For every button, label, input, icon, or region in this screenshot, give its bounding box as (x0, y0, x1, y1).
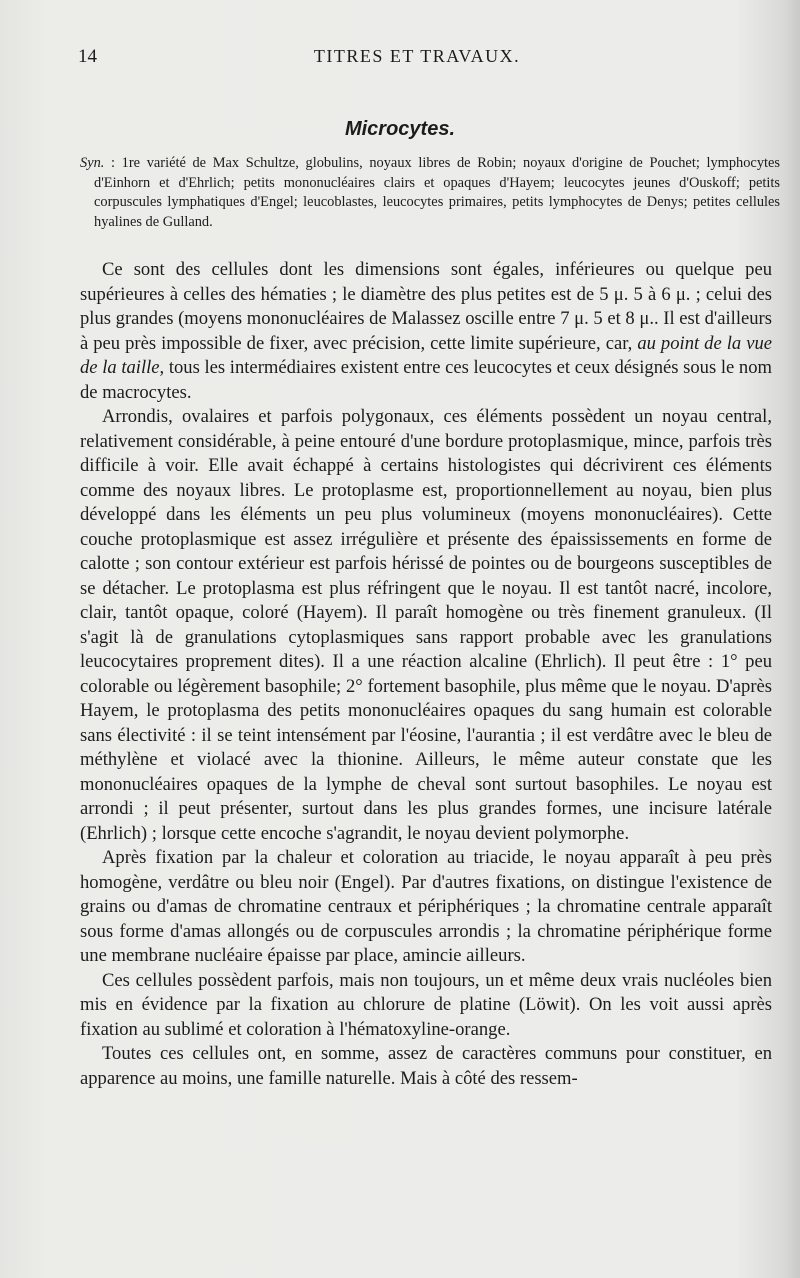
paragraph-2: Arrondis, ovalaires et parfois polygonaux, ces éléments possèdent un noyau central, relativement considérable, à peine entouré d'une bordure protoplasmique, mince, parfois très difficile à voir. Elle avait échappé à certains histologistes qui décrivirent ces éléments comme des noyaux libres. Le protoplasme est, proportionnellement au noyau, bien plus développé dans les éléments un peu plus volumineux (moyens mononucléaires). Cette couche protoplasmique est assez irrégulière et présente des épaississements en forme de calotte ; son contour extérieur est parfois hérissé de pointes ou de bourgeons susceptibles de se détacher. Le protoplasma est plus réfringent que le noyau. Il est tantôt nacré, incolore, clair, tantôt opaque, coloré (Hayem). Il paraît homogène ou très finement granuleux. (Il s'agit là de granulations cytoplasmiques sans rapport probable avec les granulations leucocytaires proprement dites). Il a une réaction alcaline (Ehrlich). Il peut être : 1° peu colorable ou légèrement basophile; 2° fortement basophile, plus même que le noyau. D'après Hayem, le protoplasma des petits mononucléaires opaques du sang humain est colorable sans électivité : il se teint intensément par l'éosine, l'aurantia ; il est verdâtre avec le bleu de méthylène et violacé avec la thionine. Ailleurs, le même auteur constate que les mononucléaires opaques de la lymphe de cheval sont surtout basophiles. Le noyau est arrondi ; il peut présenter, surtout dans les plus grandes formes, une incisure latérale (Ehrlich) ; lorsque cette encoche s'agrandit, le noyau devient polymorphe. (80, 406, 772, 844)
section-title: Microcytes. (344, 118, 456, 140)
page-header (78, 46, 756, 72)
body-text (80, 258, 772, 1091)
running-head: TITRES ET TRAVAUX. (313, 46, 521, 66)
synonyms-label: Syn. (80, 155, 105, 171)
synonyms-text: : 1re variété de Max Schultze, globulins, noyaux libres de Robin; noyaux d'origine de Pouchet; lymphocytes d'Einhorn et d'Ehrlich; petits mononucléaires clairs et opaques d'Hayem; leucocytes jeunes d'Ouskoff; petits corpuscules lymphatiques d'Engel; leucoblastes, leucocytes primaires, petits lymphocytes de Denys; petites cellules hyalines de Gulland. (94, 155, 780, 230)
page-number: 14 (78, 46, 97, 67)
paragraph-1-part-a: Ce sont des cellules dont les dimensions sont égales, inférieures ou quelque peu supérieures à celles des hématies ; le diamètre des plus petites est de 5 μ. 5 à 6 μ. ; celui des plus grandes (moyens mononucléaires de Malassez oscille entre 7 μ. 5 et 8 μ.. Il est d'ailleurs à peu près impossible de fixer, avec précision, cette limite supérieure, car, (80, 259, 772, 354)
paragraph-4: Ces cellules possèdent parfois, mais non toujours, un et même deux vrais nucléoles bien mis en évidence par la fixation au chlorure de platine (Löwit). On les voit aussi après fixation au sublimé et coloration à l'hématoxyline-orange. (80, 969, 772, 1040)
paragraph-1 (80, 258, 772, 405)
paragraph-5: Toutes ces cellules ont, en somme, assez de caractères communs pour constituer, en apparence au moins, une famille naturelle. Mais à côté des ressem- (80, 1043, 772, 1089)
paragraph-3: Après fixation par la chaleur et coloration au triacide, le noyau apparaît à peu près homogène, verdâtre ou bleu noir (Engel). Par d'autres fixations, on distingue l'existence de grains ou d'amas de chromatine centraux et périphériques ; la chromatine centrale apparaît sous forme d'amas allongés ou de corpuscules arrondis ; la chromatine périphérique forme une membrane nucléaire épaisse par place, amincie ailleurs. (80, 847, 772, 966)
synonyms-note (80, 154, 780, 232)
paragraph-1-part-b: , tous les intermédiaires existent entre ces leucocytes et ceux désignés sous le nom de macrocytes. (80, 357, 772, 403)
paragraph-1-emphasis: au point de la vue de la taille (80, 332, 772, 378)
